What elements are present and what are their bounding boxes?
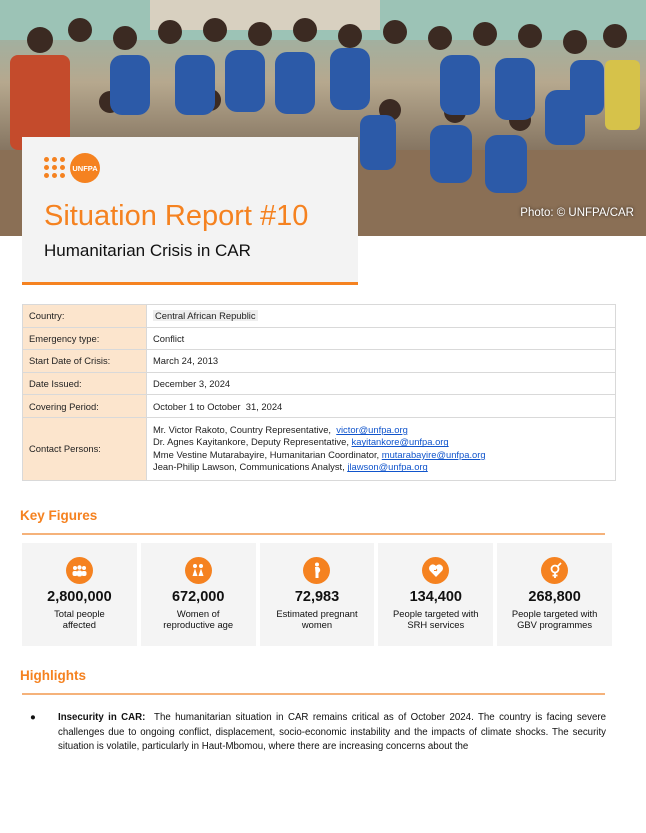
info-row-covering-period xyxy=(23,395,616,418)
info-label: Contact Persons: xyxy=(23,417,147,480)
key-figure-value: 672,000 xyxy=(171,589,225,605)
key-figure-value: 268,800 xyxy=(528,589,581,605)
key-figure-card xyxy=(141,543,256,646)
key-figure-label: People targeted with GBV programmes xyxy=(511,608,598,630)
info-label: Date Issued: xyxy=(23,372,147,395)
info-row-contacts xyxy=(23,417,616,480)
title-card xyxy=(22,137,358,285)
key-figure-value: 2,800,000 xyxy=(47,589,112,605)
logo-wordmark: UNFPA xyxy=(70,153,100,183)
pregnant-woman-icon xyxy=(303,557,330,584)
women-icon xyxy=(185,557,212,584)
bullet-lead: Insecurity in CAR: xyxy=(58,712,146,723)
info-label: Country: xyxy=(23,305,147,328)
highlight-bullet xyxy=(30,711,609,755)
email-link[interactable]: jlawson@unfpa.org xyxy=(347,461,428,473)
info-row-emergency-type xyxy=(23,327,616,350)
logo-dots-icon xyxy=(44,157,66,179)
key-figures-row xyxy=(22,543,612,646)
key-figures-rule xyxy=(22,533,605,535)
photo-credit: Photo: © UNFPA/CAR xyxy=(520,207,634,219)
people-group-icon xyxy=(66,557,93,584)
bullet-icon: ● xyxy=(30,712,36,723)
info-label: Covering Period: xyxy=(23,395,147,418)
contact-entry: Mme Vestine Mutarabayire, Humanitarian Coordinator, mutarabayire@unfpa.org xyxy=(153,448,486,460)
info-table xyxy=(22,304,616,481)
key-figure-label: People targeted with SRH services xyxy=(393,608,479,630)
info-row-date-issued xyxy=(23,372,616,395)
key-figure-value: 72,983 xyxy=(294,589,340,605)
info-value: October 1 to October 31, 2024 xyxy=(147,395,616,418)
contact-entry: Jean-Philip Lawson, Communications Analyst, jlawson@unfpa.org xyxy=(153,461,428,473)
info-value: Conflict xyxy=(147,327,616,350)
page-subtitle: Humanitarian Crisis in CAR xyxy=(44,241,251,260)
key-figure-label: Estimated pregnant women xyxy=(276,608,358,630)
unfpa-logo xyxy=(44,153,100,183)
email-link[interactable]: mutarabayire@unfpa.org xyxy=(381,448,486,460)
heart-hand-icon xyxy=(422,557,449,584)
info-value: March 24, 2013 xyxy=(147,350,616,373)
info-label: Start Date of Crisis: xyxy=(23,350,147,373)
key-figure-label: Women of reproductive age xyxy=(163,608,234,630)
contacts-list xyxy=(147,417,616,480)
info-label: Emergency type: xyxy=(23,327,147,350)
key-figure-card xyxy=(260,543,375,646)
bullet-text: The humanitarian situation in CAR remains critical as of October 2024. The country is facing severe challenges due to ongoing conflict, displacement, socio-economic instability and the impacts of climate shocks. The security situation is volatile, particularly in Haut-Mbomou, where there are increasing concerns about the xyxy=(58,712,609,752)
key-figure-card xyxy=(497,543,612,646)
highlights-rule xyxy=(22,693,605,695)
gender-symbol-icon xyxy=(541,557,568,584)
info-value: Central African Republic xyxy=(155,310,256,322)
info-row-country xyxy=(23,305,616,328)
contact-entry: Mr. Victor Rakoto, Country Representative, victor@unfpa.org xyxy=(153,423,408,435)
key-figure-card xyxy=(22,543,137,646)
email-link[interactable]: kayitankore@unfpa.org xyxy=(351,436,449,448)
contact-entry: Dr. Agnes Kayitankore, Deputy Representative, kayitankore@unfpa.org xyxy=(153,436,449,448)
info-value: December 3, 2024 xyxy=(147,372,616,395)
key-figure-card xyxy=(378,543,493,646)
key-figures-heading: Key Figures xyxy=(20,508,98,523)
title-underline xyxy=(22,282,358,285)
highlights-heading: Highlights xyxy=(20,668,86,683)
key-figure-value: 134,400 xyxy=(409,589,462,605)
key-figure-label: Total people affected xyxy=(54,608,105,630)
info-row-start-date xyxy=(23,350,616,373)
email-link[interactable]: victor@unfpa.org xyxy=(336,423,408,435)
page-title: Situation Report #10 xyxy=(44,200,309,232)
